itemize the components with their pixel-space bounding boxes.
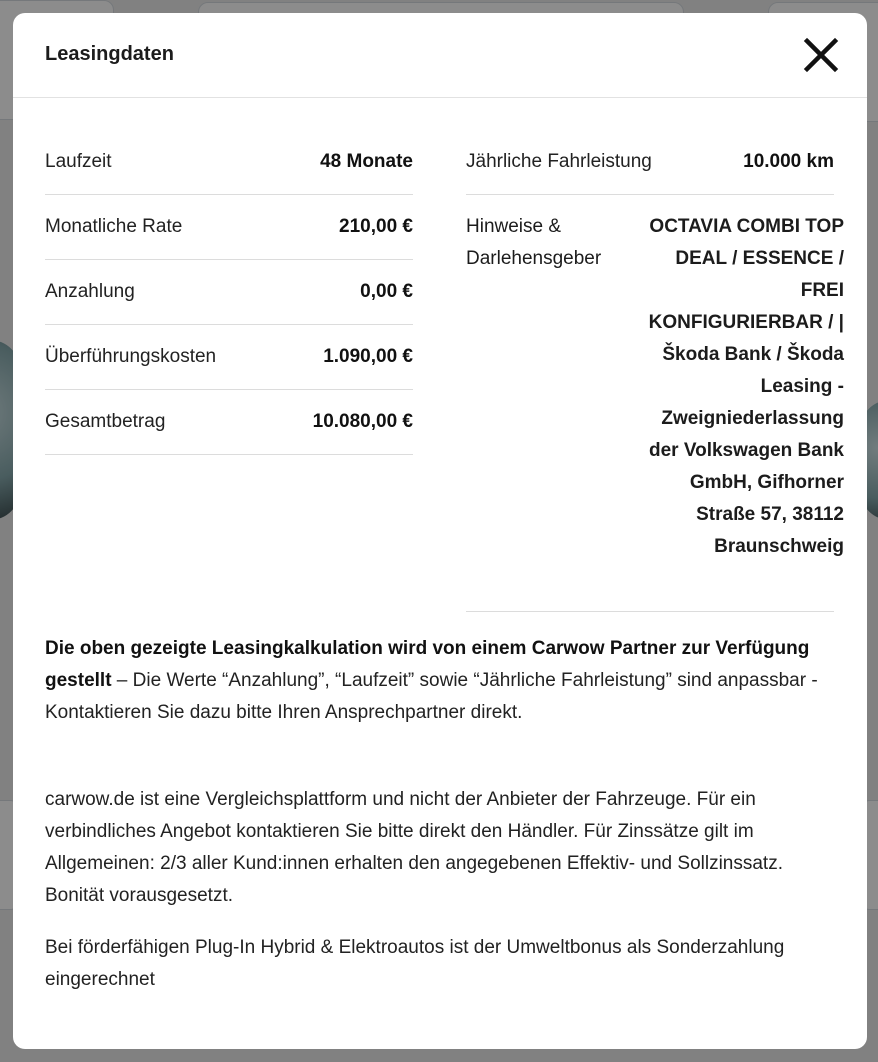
- detail-value: 48 Monate: [320, 151, 413, 172]
- detail-label: Gesamtbetrag: [45, 411, 166, 432]
- detail-label: Jährliche Fahrleistung: [466, 151, 652, 172]
- disclaimer-platform: carwow.de ist eine Vergleichsplattform und nicht der Anbieter der Fahrzeuge. Für ein verbindliches Angebot kontaktieren Sie bitte direkt den Händler. Für Zinssätze gilt im Allgemeinen: 2/3 aller Kund:innen erhalten den angegebenen Effektiv- und Sollzinssatz. Bonität vorausgesetzt.: [45, 789, 783, 906]
- disclaimer-partner-text: – Die Werte “Anzahlung”, “Laufzeit” sowie “Jährliche Fahrleistung” sind anpassbar - Kontaktieren Sie dazu bitte Ihren Ansprechpartner direkt.: [45, 670, 818, 723]
- detail-row-laufzeit: [45, 130, 413, 195]
- detail-row-hinweise-darlehensgeber: [466, 195, 844, 612]
- detail-value: 0,00 €: [360, 281, 413, 302]
- disclaimer-partner: [45, 633, 835, 729]
- detail-label: Hinweise & Darlehensgeber: [466, 216, 602, 269]
- disclaimer-partner-bold: Die oben gezeigte Leasingkalkulation wird von einem Carwow Partner zur Verfügung gestellt: [45, 638, 810, 691]
- detail-label: Laufzeit: [45, 151, 112, 172]
- leasing-data-modal: [13, 13, 867, 1049]
- detail-row-gesamtbetrag: [45, 390, 413, 455]
- modal-header: [13, 13, 867, 98]
- detail-row-jaehrliche-fahrleistung: [466, 130, 834, 195]
- detail-row-monatliche-rate: [45, 195, 413, 260]
- detail-label: Anzahlung: [45, 281, 135, 302]
- detail-value: 1.090,00 €: [323, 346, 413, 367]
- detail-value: 210,00 €: [339, 216, 413, 237]
- detail-value: OCTAVIA COMBI TOP DEAL / ESSENCE / FREI KONFIGURIERBAR / | Škoda Bank / Škoda Leasing - Zweigniederlassung der Volkswagen Bank GmbH, Gifhorner Straße 57, 38112 Braunschweig: [648, 216, 844, 557]
- disclaimer-umweltbonus: Bei förderfähigen Plug-In Hybrid & Elektroautos ist der Umweltbonus als Sonderzahlung eingerechnet: [45, 937, 785, 990]
- leasing-details-right-column: [466, 130, 844, 612]
- detail-label: Überführungskosten: [45, 346, 217, 367]
- close-icon: [803, 37, 839, 73]
- detail-row-ueberfuehrungskosten: [45, 325, 413, 390]
- detail-value: 10.000 km: [743, 151, 834, 172]
- leasing-details-left-column: [45, 130, 413, 455]
- detail-value: 10.080,00 €: [312, 411, 413, 432]
- close-button[interactable]: [803, 37, 839, 73]
- detail-label: Monatliche Rate: [45, 216, 183, 237]
- modal-title: Leasingdaten: [45, 43, 174, 65]
- detail-row-anzahlung: [45, 260, 413, 325]
